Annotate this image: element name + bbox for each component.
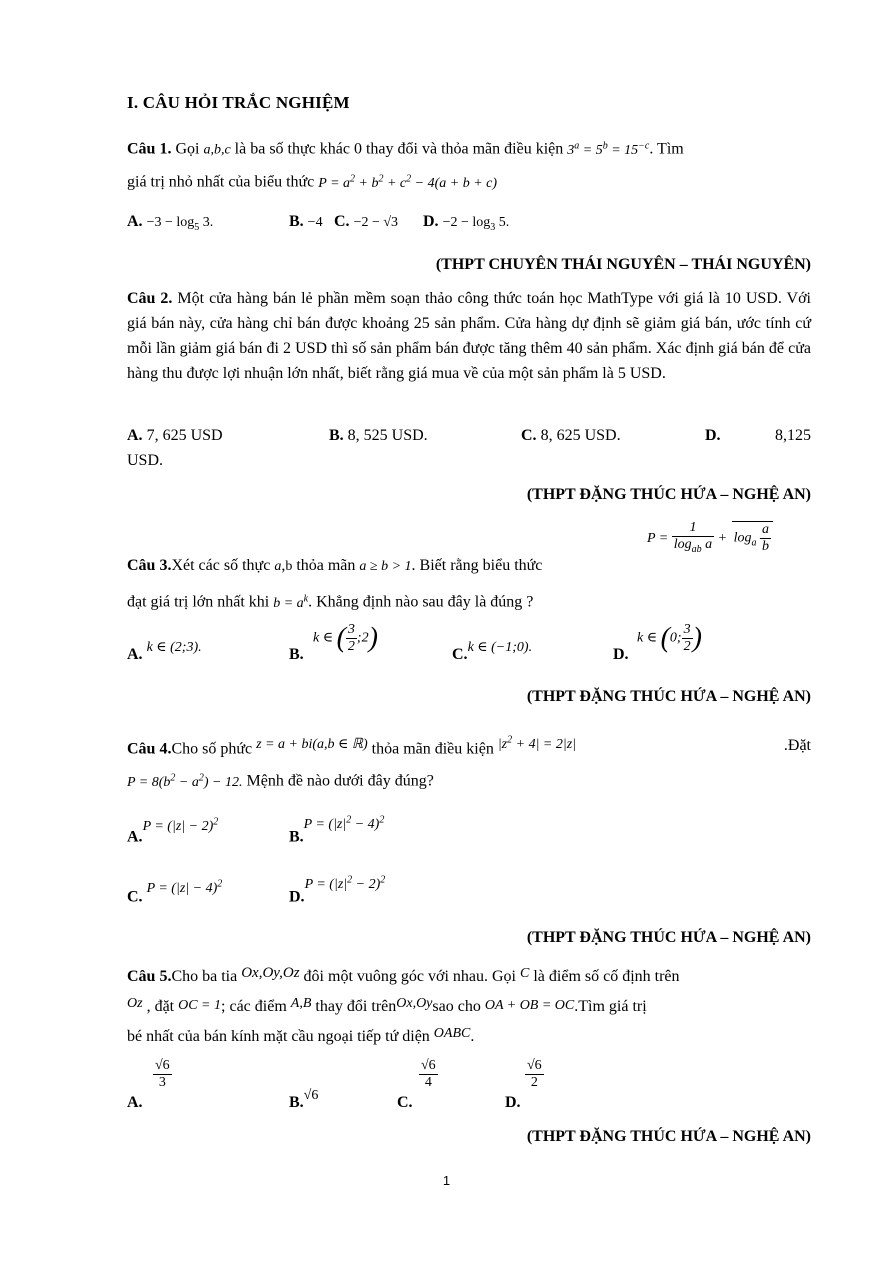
q1-option-c[interactable]: C. −2 − √3 <box>334 213 399 230</box>
question-1-label: Câu 1. <box>127 140 172 158</box>
q2-option-a[interactable]: A. 7, 625 USD <box>127 427 223 444</box>
question-5-options <box>127 1058 811 1114</box>
q5-option-c-label[interactable]: C. <box>397 1094 413 1111</box>
q2-option-d[interactable]: D. <box>705 427 721 444</box>
q3-option-d: k ∈ (0; $\frac{3}{2}$ ) <box>637 622 702 654</box>
q3-expression: P = $\frac{1}{\log_{ab} a}$ + $\log_a$ $\frac{a}{b}$ <box>647 520 773 558</box>
q2-option-d-unit: USD. <box>127 452 164 469</box>
question-1: Câu 1. Gọi a,b,c là ba số thực khác 0 thay đổi và thỏa mãn điều kiện $3^a = 5^b = 15^{-c}$. Tìm <box>127 140 684 158</box>
q3-option-b-label[interactable]: B. <box>289 646 304 663</box>
q5-option-c: $\frac{√6}{4}$ <box>421 1058 436 1090</box>
q3-source: (THPT ĐẶNG THÚC HỨA – NGHỆ AN) <box>526 688 811 705</box>
section-title: I. CÂU HỎI TRẮC NGHIỆM <box>127 93 350 112</box>
question-5-label: Câu 5. <box>127 968 172 985</box>
q1-option-a[interactable]: A. $-3 - \log_5 3$. <box>127 213 214 233</box>
q4-source: (THPT ĐẶNG THÚC HỨA – NGHỆ AN) <box>526 929 811 946</box>
q4-option-c[interactable]: C. $P = (|z| - 4)^2$ <box>127 878 223 906</box>
question-4: Câu 4.Cho số phức z = a + bi(a,b ∈ ℝ) thỏa mãn điều kiện $|z^2 + 4| = 2|z|$ .Đặt <box>127 734 811 758</box>
q1-expression: $P = a^2 + b^2 + c^2 - 4(a + b + c)$ <box>318 173 498 191</box>
question-5: Câu 5.Cho ba tia Ox,Oy,Oz đôi một vuông góc với nhau. Gọi C là điểm số cố định trên <box>127 965 680 985</box>
q4-option-a[interactable]: $A.P = (|z| - 2)^2$ <box>127 816 219 846</box>
question-3-line2: đạt giá trị lớn nhất khi $b = a^k$. Khẳng định nào sau đây là đúng ? <box>127 593 534 611</box>
question-5-line2: Oz , đặt OC = 1; các điểm A,B thay đổi trênOx,Oysao cho OA + OB = OC.Tìm giá trị <box>127 996 647 1015</box>
q4-option-b[interactable]: $B.P = (|z|^2 - 4)^2$ <box>289 814 385 846</box>
question-2-text: Một cửa hàng bán lẻ phần mềm soạn thảo công thức toán học MathType với giá là 10 USD. Với giá bán này, cửa hàng chỉ bán được khoảng 25 sản phẩm. Cửa hàng dự định sẽ giảm giá bán, ước tính cứ mỗi lần giảm giá bán đi 2 USD thì số sản phẩm bán được tăng thêm 40 sản phẩm. Xác định giá bán để cửa hàng thu được lợi nhuận lớn nhất, biết rằng giá mua về của một sản phẩm là 5 USD. <box>127 290 811 382</box>
q3-option-a[interactable]: A. k ∈ (2;3). <box>127 640 202 663</box>
question-3: Câu 3.Xét các số thực a,b thỏa mãn a ≥ b > 1. Biết rằng biểu thức P = $\frac{1}{\log_{ab} a}$ + $\log_a$ $\frac{a}{b}$ <box>127 520 811 576</box>
question-2 <box>127 286 811 386</box>
q5-option-a: $\frac{√6}{3}$ <box>155 1058 170 1090</box>
q1-condition: $3^a = 5^b = 15^{-c}$ <box>567 140 650 158</box>
q4-option-d[interactable]: $D.P = (|z|^2 - 2)^2$ <box>289 874 386 906</box>
q4-p-definition: $P = 8(b^2 - a^2) - 12$. <box>127 772 243 790</box>
q4-condition: $|z^2 + 4| = 2|z|$ <box>497 734 577 752</box>
question-3-options <box>127 622 811 670</box>
q1-vars: a,b,c <box>203 142 231 158</box>
question-1-line2: giá trị nhỏ nhất của biểu thức $P = a^2 + b^2 + c^2 - 4(a + b + c)$ <box>127 173 498 191</box>
q3-option-d-label[interactable]: D. <box>613 646 629 663</box>
q3-condition: a ≥ b > 1 <box>359 559 412 574</box>
q3-option-b: k ∈ ( $\frac{3}{2}$ ;2) <box>313 622 378 654</box>
q2-source: (THPT ĐẶNG THÚC HỨA – NGHỆ AN) <box>526 486 811 503</box>
q5-option-d: $\frac{√6}{2}$ <box>527 1058 542 1090</box>
question-4-label: Câu 4. <box>127 740 172 758</box>
q5-option-d-label[interactable]: D. <box>505 1094 521 1111</box>
q5-source: (THPT ĐẶNG THÚC HỨA – NGHỆ AN) <box>526 1128 811 1145</box>
question-5-line3: bé nhất của bán kính mặt cầu ngoại tiếp tứ diện OABC. <box>127 1026 475 1045</box>
page-number: 1 <box>442 1173 451 1188</box>
q2-option-c[interactable]: C. 8, 625 USD. <box>521 427 621 444</box>
q1-option-b[interactable]: B. −4 <box>289 213 323 230</box>
q1-option-d[interactable]: D. $-2 - \log_3 5$. <box>423 213 510 233</box>
q2-option-b[interactable]: B. 8, 525 USD. <box>329 427 428 444</box>
q5-option-b[interactable]: B.√6 <box>289 1088 319 1111</box>
q5-option-a-label[interactable]: A. <box>127 1094 143 1111</box>
question-3-label: Câu 3. <box>127 557 172 574</box>
q1-source: (THPT CHUYÊN THÁI NGUYÊN – THÁI NGUYÊN) <box>435 256 811 273</box>
q2-option-d-value: 8,125 <box>775 427 811 444</box>
q4-z: z = a + bi(a,b ∈ ℝ) <box>256 736 368 752</box>
q3-b-ak: $b = a^k$ <box>273 593 309 611</box>
q3-option-c[interactable]: C.k ∈ (−1;0). <box>452 640 533 663</box>
question-2-label: Câu 2. <box>127 290 173 307</box>
question-4-line2: $P = 8(b^2 - a^2) - 12$. Mệnh đề nào dưới đây đúng? <box>127 772 434 790</box>
